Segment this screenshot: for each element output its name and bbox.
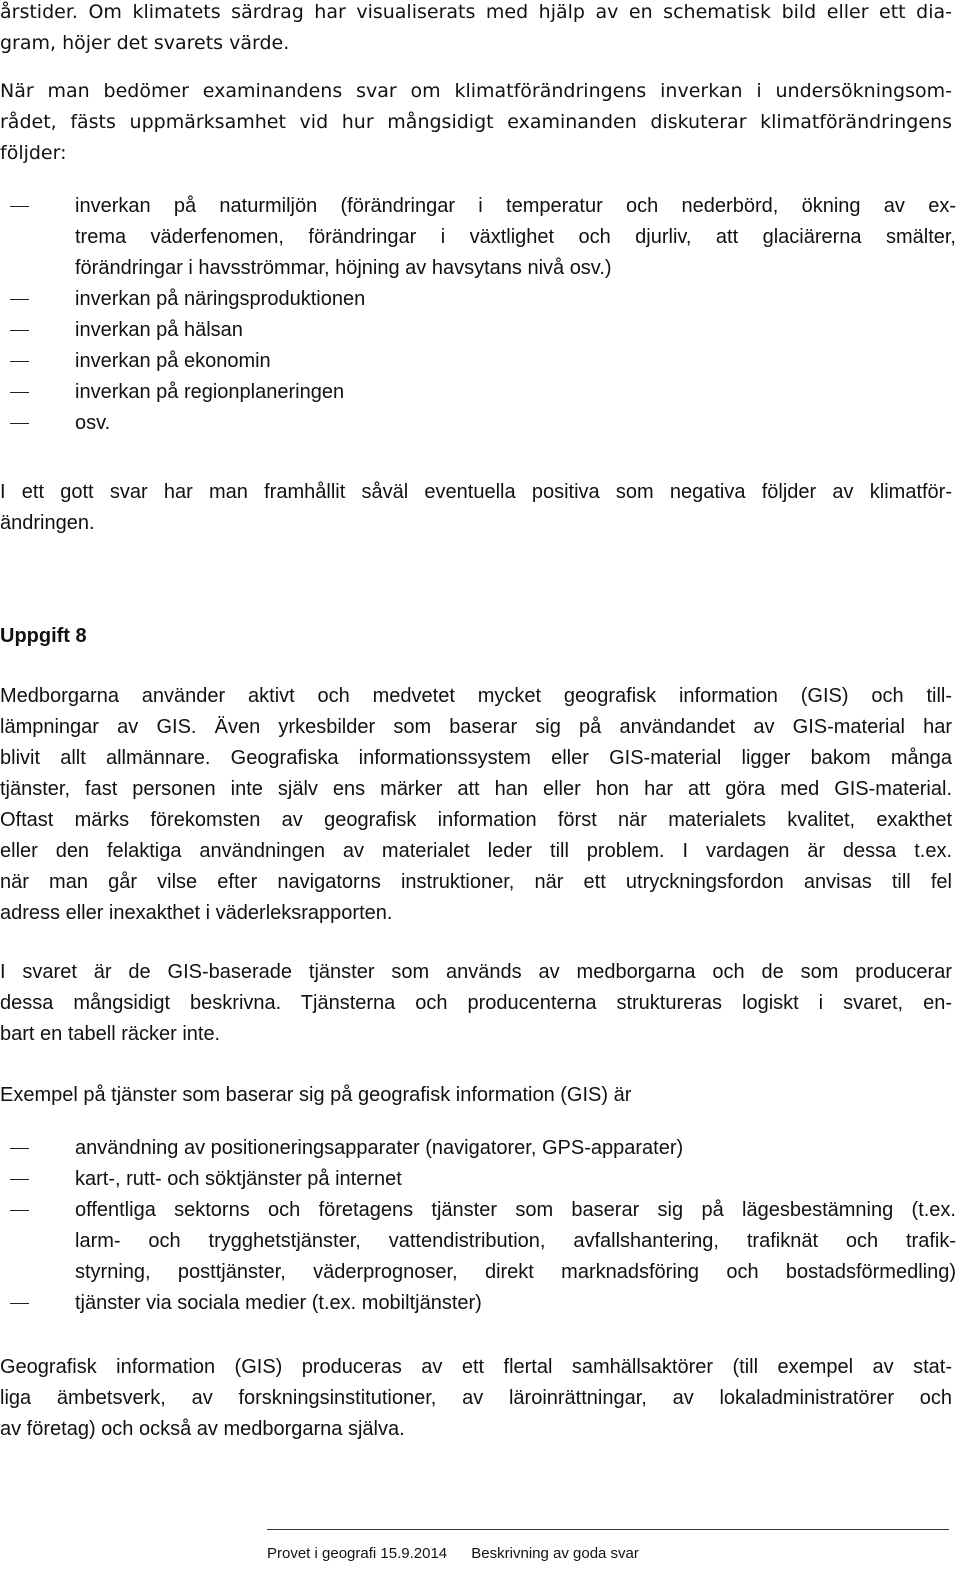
list-item xyxy=(0,377,956,408)
text-line: I svaret är de GIS-baserade tjänster som används av medborgarna och de som producerar xyxy=(0,961,952,983)
text-line: liga ämbetsverk, av forskningsinstitutioner, av läroinrättningar, av lokaladministratörer och xyxy=(0,1387,952,1409)
text-line: eller den felaktiga användningen av materialet leder till problem. I vardagen är dessa t.ex. xyxy=(0,840,952,862)
list-item xyxy=(0,315,956,346)
text-line: kart-, rutt- och söktjänster på internet xyxy=(75,1168,402,1190)
good-answer-paragraph xyxy=(0,477,952,539)
task8-paragraph-2 xyxy=(0,957,952,1050)
text-line: inverkan på ekonomin xyxy=(75,350,271,372)
text-line: blivit allt allmännare. Geografiska informationssystem eller GIS-material ligger bakom många xyxy=(0,747,952,769)
footer-document-title: Beskrivning av goda svar xyxy=(471,1545,639,1562)
task8-paragraph-3 xyxy=(0,1080,952,1111)
text-line: Medborgarna använder aktivt och medvetet mycket geografisk information (GIS) och till- xyxy=(0,685,952,707)
text-line: av företag) och också av medborgarna själva. xyxy=(0,1418,405,1440)
text-line: bart en tabell räcker inte. xyxy=(0,1023,221,1045)
page-footer xyxy=(267,1544,639,1564)
intro-paragraph xyxy=(0,0,952,59)
list-item xyxy=(0,284,956,315)
dash-bullet-icon xyxy=(10,299,29,300)
text-line: dessa mångsidigt beskrivna. Tjänsterna och producenterna struktureras logiskt i svaret, en- xyxy=(0,992,952,1014)
dash-bullet-icon xyxy=(10,1303,29,1304)
text-line: ändringen. xyxy=(0,512,95,534)
list-item xyxy=(0,1288,956,1319)
text-line: följder: xyxy=(0,142,67,164)
list-item xyxy=(0,1133,956,1164)
dash-bullet-icon xyxy=(10,392,29,393)
text-line: när man går vilse efter navigatorns instruktioner, när ett utryckningsfordon anvisas till fel xyxy=(0,871,952,893)
text-line: Oftast märks förekomsten av geografisk information först när materialets kvalitet, exakthet xyxy=(0,809,952,831)
list-item xyxy=(0,346,956,377)
impact-list xyxy=(0,191,956,439)
dash-bullet-icon xyxy=(10,423,29,424)
text-line: inverkan på naturmiljön (förändringar i temperatur och nederbörd, ökning av ex- xyxy=(75,195,956,217)
assessment-paragraph xyxy=(0,76,952,169)
text-line: tjänster via sociala medier (t.ex. mobiltjänster) xyxy=(75,1292,482,1314)
dash-bullet-icon xyxy=(10,361,29,362)
task8-paragraph-1 xyxy=(0,681,952,929)
text-line: inverkan på regionplaneringen xyxy=(75,381,345,403)
task8-paragraph-4 xyxy=(0,1352,952,1445)
text-line: trema väderfenomen, förändringar i växtlighet och djurliv, att glaciärerna smälter, xyxy=(75,226,956,248)
text-line: inverkan på näringsproduktionen xyxy=(75,288,366,310)
dash-bullet-icon xyxy=(10,330,29,331)
list-item xyxy=(0,1164,956,1195)
dash-bullet-icon xyxy=(10,206,29,207)
text-line: lämpningar av GIS. Även yrkesbilder som baserar sig på användandet av GIS-material har xyxy=(0,716,952,738)
dash-bullet-icon xyxy=(10,1179,29,1180)
footer-divider xyxy=(267,1529,949,1530)
text-line: rådet, fästs uppmärksamhet vid hur mångsidigt examinanden diskuterar klimatförändringens xyxy=(0,111,952,133)
text-line: gram, höjer det svarets värde. xyxy=(0,32,290,54)
text-line: I ett gott svar har man framhållit såväl eventuella positiva som negativa följder av klimatför- xyxy=(0,481,952,503)
text-line: årstider. Om klimatets särdrag har visualiserats med hjälp av en schematisk bild eller ett dia- xyxy=(0,1,952,23)
text-line: offentliga sektorns och företagens tjänster som baserar sig på lägesbestämning (t.ex. xyxy=(75,1199,956,1221)
text-line: förändringar i havsströmmar, höjning av havsytans nivå osv.) xyxy=(75,257,612,279)
text-line: adress eller inexakthet i väderleksrapporten. xyxy=(0,902,393,924)
text-line: osv. xyxy=(75,412,111,434)
text-line: inverkan på hälsan xyxy=(75,319,243,341)
text-line: tjänster, fast personen inte själv ens märker att han eller hon har att göra med GIS-material. xyxy=(0,778,952,800)
text-line: användning av positioneringsapparater (navigatorer, GPS-apparater) xyxy=(75,1137,684,1159)
list-item xyxy=(0,1195,956,1288)
footer-exam-title: Provet i geografi 15.9.2014 xyxy=(267,1545,448,1562)
text-line: Geografisk information (GIS) produceras av ett flertal samhällsaktörer (till exempel av stat- xyxy=(0,1356,952,1378)
services-list xyxy=(0,1133,956,1319)
dash-bullet-icon xyxy=(10,1148,29,1149)
text-line: Exempel på tjänster som baserar sig på geografisk information (GIS) är xyxy=(0,1084,632,1106)
list-item xyxy=(0,191,956,284)
text-line: När man bedömer examinandens svar om klimatförändringens inverkan i undersökningsom- xyxy=(0,80,952,102)
text-line: larm- och trygghetstjänster, vattendistribution, avfallshantering, trafiknät och trafik- xyxy=(75,1230,956,1252)
task-heading: Uppgift 8 xyxy=(0,625,87,647)
list-item xyxy=(0,408,956,439)
dash-bullet-icon xyxy=(10,1210,29,1211)
text-line: styrning, posttjänster, väderprognoser, direkt marknadsföring och bostadsförmedling) xyxy=(75,1261,956,1283)
